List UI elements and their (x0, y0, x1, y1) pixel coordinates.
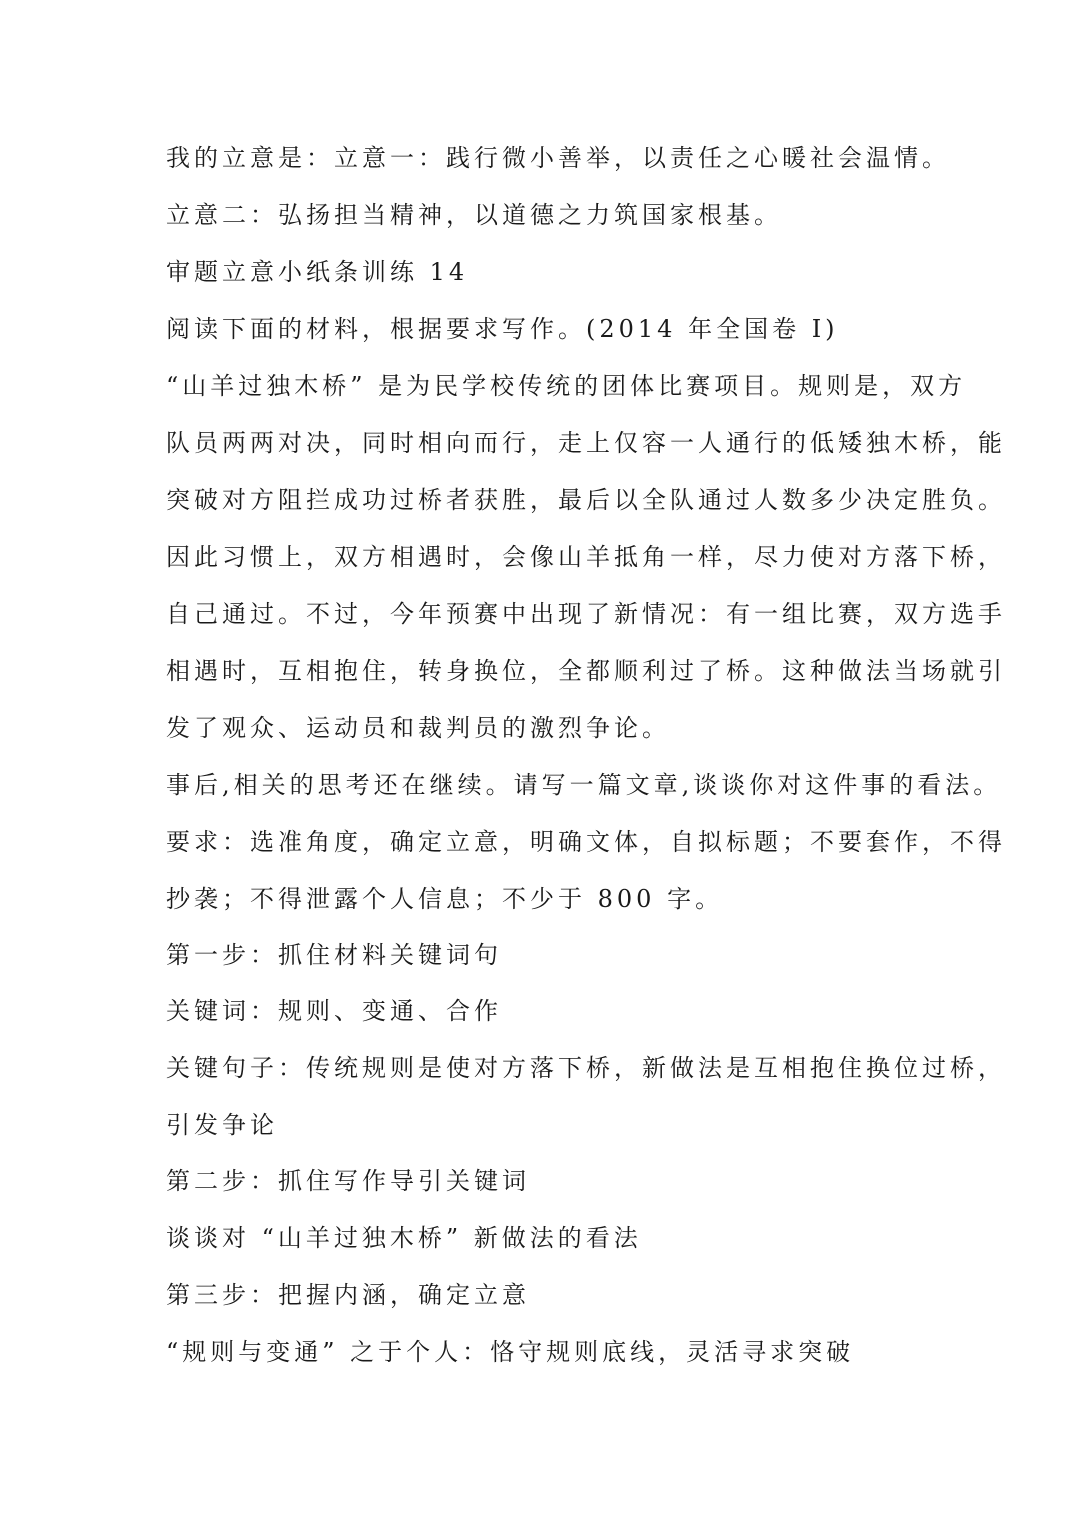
step-heading: 第二步：抓住写作导引关键词 (166, 1167, 530, 1195)
paragraph-line: 要求：选准角度，确定立意，明确文体，自拟标题；不要套作，不得 (166, 828, 1006, 856)
paragraph-line: 自己通过。不过，今年预赛中出现了新情况：有一组比赛，双方选手 (166, 600, 1006, 628)
step-heading: 第三步：把握内涵，确定立意 (166, 1281, 530, 1309)
paragraph-line: 我的立意是：立意一：践行微小善举，以责任之心暖社会温情。 (166, 144, 950, 172)
paragraph-line: 相遇时，互相抱住，转身换位，全都顺利过了桥。这种做法当场就引 (166, 657, 1006, 685)
step-heading: 第一步：抓住材料关键词句 (166, 941, 502, 969)
paragraph-line: 队员两两对决，同时相向而行，走上仅容一人通行的低矮独木桥，能 (166, 429, 1006, 457)
paragraph-line: “山羊过独木桥” 是为民学校传统的团体比赛项目。规则是，双方 (166, 372, 967, 400)
paragraph-line: 立意二：弘扬担当精神，以道德之力筑国家根基。 (166, 201, 782, 229)
paragraph-line: 突破对方阻拦成功过桥者获胜，最后以全队通过人数多少决定胜负。 (166, 486, 1006, 514)
paragraph-line: 引发争论 (166, 1111, 278, 1139)
paragraph-line: 因此习惯上，双方相遇时，会像山羊抵角一样，尽力使对方落下桥， (166, 543, 1006, 571)
paragraph-line: 发了观众、运动员和裁判员的激烈争论。 (166, 714, 670, 742)
paragraph-line: “规则与变通” 之于个人：恪守规则底线，灵活寻求突破 (166, 1338, 855, 1366)
paragraph-line: 抄袭；不得泄露个人信息；不少于 800 字。 (166, 885, 724, 913)
section-heading: 审题立意小纸条训练 14 (166, 258, 469, 286)
paragraph-line: 谈谈对 “山羊过独木桥” 新做法的看法 (166, 1224, 642, 1252)
paragraph-line: 关键句子：传统规则是使对方落下桥，新做法是互相抱住换位过桥， (166, 1054, 1006, 1082)
paragraph-line: 阅读下面的材料，根据要求写作。(2014 年全国卷 Ⅰ) (166, 315, 839, 343)
paragraph-line: 关键词：规则、变通、合作 (166, 997, 502, 1025)
paragraph-line: 事后,相关的思考还在继续。请写一篇文章,谈谈你对这件事的看法。 (166, 771, 1002, 799)
